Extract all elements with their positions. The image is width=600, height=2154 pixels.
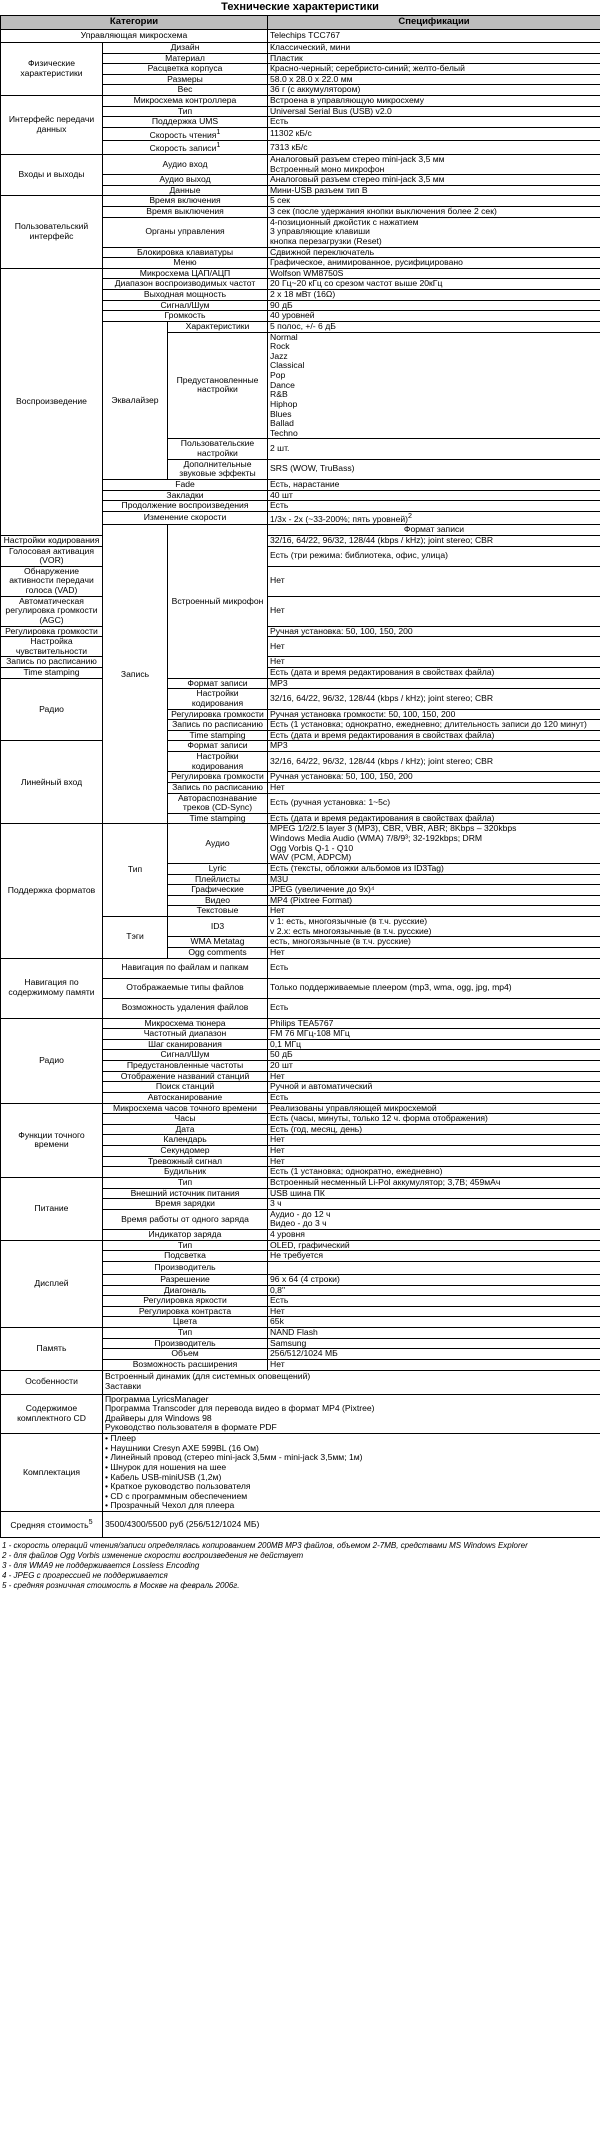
row-label: Отображаемые типы файлов xyxy=(103,978,268,998)
row-label: Формат записи xyxy=(168,741,268,752)
row-value: Есть xyxy=(268,1092,600,1103)
cat-power: Питание xyxy=(1,1177,103,1240)
value-line: Аудио - до 12 ч xyxy=(270,1209,331,1219)
row-label: Будильник xyxy=(103,1167,268,1178)
row-label: Поддержка UMS xyxy=(103,117,268,128)
row-value: Нет xyxy=(268,947,600,958)
cat-bundle: Комплектация xyxy=(1,1434,103,1512)
row-value: 96 x 64 (4 строки) xyxy=(268,1274,600,1285)
row-label: Тип xyxy=(103,1240,268,1251)
row-value: 7313 кБ/с xyxy=(268,141,600,154)
row-value: Ручной и автоматический xyxy=(268,1082,600,1093)
footnote-ref: 5 xyxy=(88,1518,93,1527)
row-value: Есть xyxy=(268,1296,600,1307)
row-label: Time stamping xyxy=(168,730,268,741)
row-value: M3U xyxy=(268,874,600,885)
row-label: Тип xyxy=(103,1177,268,1188)
list-item: R&B xyxy=(270,389,288,400)
row-value: 50 дБ xyxy=(268,1050,600,1061)
row-label: Видео xyxy=(168,895,268,906)
row-value: Нет xyxy=(268,1135,600,1146)
row-value: 90 дБ xyxy=(268,300,600,311)
row-label: Расцветка корпуса xyxy=(103,64,268,75)
row-label: Предустановленные частоты xyxy=(103,1061,268,1072)
row-label: Вес xyxy=(103,85,268,96)
row-value: Классический, мини xyxy=(268,42,600,53)
row-label: Дополнительные звуковые эффекты xyxy=(168,459,268,479)
list-item: • Прозрачный Чехол для плеера xyxy=(105,1500,235,1511)
row-label: Отображение названий станций xyxy=(103,1071,268,1082)
row-label: Настройки кодирования xyxy=(168,752,268,772)
value-line: Встроенный динамик (для системных оповещений) xyxy=(105,1371,311,1382)
row-value: Есть xyxy=(268,117,600,128)
row-label: Регулировка громкости xyxy=(1,626,103,637)
row-label: Обнаружение активности передачи голоса (VAD) xyxy=(1,566,103,596)
footnote: 5 - средняя розничная стоимость в Москве на февраль 2006г. xyxy=(2,1580,240,1590)
row-label: Аудио вход xyxy=(103,154,268,174)
row-value: Нет xyxy=(268,1156,600,1167)
row-label: Регулировка яркости xyxy=(103,1296,268,1307)
cat-playback: Воспроизведение xyxy=(1,268,103,535)
row-label: Дата xyxy=(103,1124,268,1135)
row-label: Производитель xyxy=(103,1338,268,1349)
row-value: 2 x 18 мВт (16Ω) xyxy=(268,290,600,301)
row-label: Время работы от одного заряда xyxy=(103,1209,268,1229)
row-value: 4 уровня xyxy=(268,1230,600,1241)
row-value: 11302 кБ/с xyxy=(268,127,600,140)
row-label: Автоматическая регулировка громкости (AGC) xyxy=(1,596,103,626)
row-label: Тревожный сигнал xyxy=(103,1156,268,1167)
write-speed-label: Скорость записи xyxy=(149,143,217,154)
row-value: 36 г (с аккумулятором) xyxy=(268,85,600,96)
row-label xyxy=(103,141,268,154)
footnote: 4 - JPEG с прогрессией не поддерживается xyxy=(2,1570,168,1580)
cat-display: Дисплей xyxy=(1,1240,103,1327)
row-label: Органы управления xyxy=(103,217,268,247)
spec-table xyxy=(0,15,600,1538)
list-item: Normal xyxy=(270,332,298,342)
cat-clock: Функции точного времени xyxy=(1,1103,103,1177)
row-label: ID3 xyxy=(168,917,268,937)
row-label: Микросхема ЦАП/АЦП xyxy=(103,268,268,279)
row-label: Производитель xyxy=(103,1261,268,1274)
row-label xyxy=(103,127,268,140)
row-label: Микросхема контроллера xyxy=(103,96,268,107)
cat-data-interface: Интерфейс передачи данных xyxy=(1,96,103,155)
row-label: Сигнал/Шум xyxy=(103,1050,268,1061)
row-value: 40 шт xyxy=(268,490,600,501)
row-value: NAND Flash xyxy=(268,1328,600,1339)
row-value: Есть xyxy=(268,998,600,1018)
row-label: Голосовая активация (VOR) xyxy=(1,546,103,566)
value-line: Windows Media Audio (WMA) 7/8/9³; 32-192kbps; DRM xyxy=(270,833,483,844)
price-label: Средняя стоимость xyxy=(10,1520,89,1531)
value-line: v 2.x: есть многоязычные (в т.ч. русские) xyxy=(270,925,432,936)
cat-memory: Память xyxy=(1,1328,103,1371)
row-label: Формат записи xyxy=(168,678,268,689)
row-value: есть, многоязычные (в т.ч. русские) xyxy=(268,937,600,948)
row-label: Частотный диапазон xyxy=(103,1029,268,1040)
list-item: • Линейный провод (стерео mini-jack 3,5мм - mini-jack 3,5мм; 1м) xyxy=(105,1452,363,1463)
row-value: Есть (дата и время редактирования в свойствах файла) xyxy=(268,813,600,824)
value-line: 4-позиционный джойстик с нажатием xyxy=(270,217,419,227)
footnote: 2 - для файлов Ogg Vorbis изменение скорости воспроизведения не действует xyxy=(2,1550,304,1560)
row-value: 65k xyxy=(268,1317,600,1328)
row-value: Аналоговый разъем стерео mini-jack 3,5 мм xyxy=(268,175,600,186)
table-header xyxy=(1,16,600,30)
cat-navigation: Навигация по содержимому памяти xyxy=(1,958,103,1018)
row-value: Есть (дата и время редактирования в свойствах файла) xyxy=(268,730,600,741)
row-value: Нет xyxy=(268,1146,600,1157)
row-label: Индикатор заряда xyxy=(103,1230,268,1241)
mcu-value: Telechips TCC767 xyxy=(268,29,600,42)
row-label: Time stamping xyxy=(1,668,103,679)
row-value: Нет xyxy=(268,782,600,793)
row-label: Сигнал/Шум xyxy=(103,300,268,311)
list-item: Jazz xyxy=(270,350,288,361)
row-value: 256/512/1024 МБ xyxy=(268,1349,600,1360)
row-label: Fade xyxy=(103,479,268,490)
row-value: 20 шт xyxy=(268,1061,600,1072)
value-line: Руководство пользователя в формате PDF xyxy=(105,1422,277,1433)
list-item: Ballad xyxy=(270,418,294,429)
row-value: Графическое, анимированное, русифицировано xyxy=(268,258,600,269)
row-value: Встроенный несменный Li-Pol аккумулятор; 3,7В; 459мАч xyxy=(268,1177,600,1188)
row-value: 40 уровней xyxy=(268,311,600,322)
row-label: Плейлисты xyxy=(168,874,268,885)
row-value: Wolfson WM8750S xyxy=(268,268,600,279)
row-label: Ogg comments xyxy=(168,947,268,958)
record-radio-label: Радио xyxy=(1,678,103,741)
row-label: Тип xyxy=(103,1328,268,1339)
row-value: USB шина ПК xyxy=(268,1188,600,1199)
row-label: Шаг сканирования xyxy=(103,1039,268,1050)
row-label: Текстовые xyxy=(168,906,268,917)
cat-physical: Физические характеристики xyxy=(1,42,103,95)
row-value xyxy=(268,917,600,937)
row-label: Время выключения xyxy=(103,207,268,218)
row-value: Не требуется xyxy=(268,1251,600,1262)
row-label: Блокировка клавиатуры xyxy=(103,247,268,258)
row-value xyxy=(268,154,600,174)
row-label: Настройки кодирования xyxy=(168,689,268,709)
row-value: Есть (дата и время редактирования в свойствах файла) xyxy=(268,668,600,679)
footnotes xyxy=(0,1538,600,1591)
value-line: Заставки xyxy=(105,1381,142,1392)
value-line: Программа LyricsManager xyxy=(105,1394,209,1404)
row-value: Нет xyxy=(268,906,600,917)
row-label: Размеры xyxy=(103,74,268,85)
header-spec: Спецификации xyxy=(268,16,600,30)
cat-radio: Радио xyxy=(1,1018,103,1103)
list-item: Blues xyxy=(270,408,292,419)
row-label: Материал xyxy=(103,53,268,64)
row-value: Встроена в управляющую микросхему xyxy=(268,96,600,107)
row-value: Philips TEA5767 xyxy=(268,1018,600,1029)
row-label: Графические xyxy=(168,885,268,896)
row-value xyxy=(268,217,600,247)
row-value: Есть, нарастание xyxy=(268,479,600,490)
row-label: Пользовательские настройки xyxy=(168,439,268,459)
list-item: • Краткое руководство пользователя xyxy=(105,1481,251,1492)
row-label: Цвета xyxy=(103,1317,268,1328)
row-value: SRS (WOW, TruBass) xyxy=(268,459,600,479)
row-label: Настройка чувствительности xyxy=(1,637,103,657)
row-label: Тип xyxy=(103,106,268,117)
row-value: Нет xyxy=(268,657,600,668)
list-item: Rock xyxy=(270,341,290,352)
row-value: OLED, графический xyxy=(268,1240,600,1251)
mcu-label: Управляющая микросхема xyxy=(1,29,268,42)
row-label: Регулировка контраста xyxy=(103,1306,268,1317)
row-label: Автораспознавание треков (CD-Sync) xyxy=(168,793,268,813)
value-line: WAV (PCM, ADPCM) xyxy=(270,852,352,863)
record-mic-label: Встроенный микрофон xyxy=(168,525,268,678)
value-line: v 1: есть, многоязычные (в т.ч. русские) xyxy=(270,916,428,927)
row-label: Внешний источник питания xyxy=(103,1188,268,1199)
footnote: 3 - для WMA9 не поддерживается Lossless Encoding xyxy=(2,1560,200,1570)
list-item: Classical xyxy=(270,360,305,371)
row-label: Время включения xyxy=(103,196,268,207)
row-label: Микросхема часов точного времени xyxy=(103,1103,268,1114)
row-label: Микросхема тюнера xyxy=(103,1018,268,1029)
row-label: Секундомер xyxy=(103,1146,268,1157)
row-label: Изменение скорости xyxy=(103,511,268,524)
row-value: 3 сек (после удержания кнопки выключения более 2 сек) xyxy=(268,207,600,218)
row-label: Запись по расписанию xyxy=(168,720,268,731)
row-value: Мини-USB разъем тип B xyxy=(268,185,600,196)
row-value: MP3 xyxy=(268,678,600,689)
equalizer-label: Эквалайзер xyxy=(103,321,168,479)
cat-record: Запись xyxy=(103,525,168,824)
row-value: 2 шт. xyxy=(268,439,600,459)
row-value: Красно-черный; серебристо-синий; желто-белый xyxy=(268,64,600,75)
row-label: Громкость xyxy=(103,311,268,322)
row-value: Есть (ручная установка: 1~5с) xyxy=(268,793,600,813)
row-value: Ручная установка громкости: 50, 100, 150, 200 xyxy=(268,709,600,720)
row-label: Формат записи xyxy=(268,525,600,536)
row-value: Нет xyxy=(268,1306,600,1317)
row-value: Samsung xyxy=(268,1338,600,1349)
price-value: 3500/4300/5500 руб (256/512/1024 МБ) xyxy=(103,1512,600,1538)
row-value: Есть (год, месяц, день) xyxy=(268,1124,600,1135)
list-item: • Наушники Cresyn AXE 599BL (16 Ом) xyxy=(105,1442,259,1453)
value-line: Аналоговый разъем стерео mini-jack 3,5 мм xyxy=(270,154,445,164)
value-line: кнопка перезагрузки (Reset) xyxy=(270,235,382,246)
row-value: 3 ч xyxy=(268,1199,600,1210)
row-value xyxy=(268,511,600,524)
footnote-ref: 1 xyxy=(216,141,221,150)
row-value: Universal Serial Bus (USB) v2.0 xyxy=(268,106,600,117)
row-label: Настройки кодирования xyxy=(1,535,103,546)
row-value: FM 76 МГц-108 МГц xyxy=(268,1029,600,1040)
row-value: Есть xyxy=(268,958,600,978)
row-value: 0,1 МГц xyxy=(268,1039,600,1050)
speed-value: 1/3х - 2х (~33-200%; пять уровней) xyxy=(270,513,409,524)
row-label: Календарь xyxy=(103,1135,268,1146)
row-value: Есть (часы, минуты, только 12 ч. форма отображения) xyxy=(268,1114,600,1125)
row-value: 20 Гц~20 кГц со срезом частот выше 20кГц xyxy=(268,279,600,290)
row-label: Время зарядки xyxy=(103,1199,268,1210)
row-label: Данные xyxy=(103,185,268,196)
row-label: Дизайн xyxy=(103,42,268,53)
row-value: 58.0 x 28.0 x 22.0 мм xyxy=(268,74,600,85)
row-label: Запись по расписанию xyxy=(1,657,103,668)
row-value xyxy=(268,1261,600,1274)
row-label: Регулировка громкости xyxy=(168,772,268,783)
features-value xyxy=(103,1370,600,1394)
footnote-ref: 2 xyxy=(408,511,413,520)
list-item: • Шнурок для ношения на шее xyxy=(105,1461,227,1472)
row-value: 5 полос, +/- 6 дБ xyxy=(268,321,600,332)
formats-tags-label: Тэги xyxy=(103,917,168,959)
cat-features: Особенности xyxy=(1,1370,103,1394)
row-value: MP4 (Pixtree Format) xyxy=(268,895,600,906)
row-label: Предустановленные настройки xyxy=(168,332,268,439)
value-line: Видео - до 3 ч xyxy=(270,1218,327,1229)
row-value: Сдвижной переключатель xyxy=(268,247,600,258)
row-value: JPEG (увеличение до 9х)⁴ xyxy=(268,885,600,896)
row-label: Разрешение xyxy=(103,1274,268,1285)
row-value: 0,8" xyxy=(268,1285,600,1296)
cat-price xyxy=(1,1512,103,1538)
row-value: Есть (тексты, обложки альбомов из ID3Tag) xyxy=(268,863,600,874)
row-value: Нет xyxy=(268,566,600,596)
row-value: Нет xyxy=(268,1359,600,1370)
row-label: Диапазон воспроизводимых частот xyxy=(103,279,268,290)
row-label: Продолжение воспроизведения xyxy=(103,501,268,512)
bundle-value xyxy=(103,1434,600,1512)
footnote-ref: 1 xyxy=(216,127,221,136)
row-value: Ручная установка: 50, 100, 150, 200 xyxy=(268,626,600,637)
row-value: Есть (1 установка; однократно, ежедневно) xyxy=(268,1167,600,1178)
row-label: Часы xyxy=(103,1114,268,1125)
row-label: WMA Metatag xyxy=(168,937,268,948)
row-value: Ручная установка: 50, 100, 150, 200 xyxy=(268,772,600,783)
value-line: Ogg Vorbis Q-1 - Q10 xyxy=(270,842,354,853)
list-item: Techno xyxy=(270,427,298,438)
row-label: Возможность расширения xyxy=(103,1359,268,1370)
row-value: Только поддерживаемые плеером (mp3, wma, ogg, jpg, mp4) xyxy=(268,978,600,998)
row-label: Аудио выход xyxy=(103,175,268,186)
list-item: Hiphop xyxy=(270,398,298,409)
row-value: Есть xyxy=(268,501,600,512)
row-value: Есть (1 установка; однократно, ежедневно; длительность записи до 120 минут) xyxy=(268,720,600,731)
row-value xyxy=(268,1209,600,1229)
row-label: Запись по расписанию xyxy=(168,782,268,793)
eq-presets-list xyxy=(268,332,600,439)
row-label: Автосканирование xyxy=(103,1092,268,1103)
row-label: Меню xyxy=(103,258,268,269)
cd-contents-value xyxy=(103,1394,600,1434)
row-label: Подсветка xyxy=(103,1251,268,1262)
record-line-label: Линейный вход xyxy=(1,741,103,824)
cat-cd-contents: Содержимое комплектного CD xyxy=(1,1394,103,1434)
value-line: 3 управляющие клавиши xyxy=(270,226,370,237)
footnote: 1 - скорость операций чтения/записи определялась копированием 200MB MP3 файлов, объемом 2-7MB, средствами MS Windows Explorer xyxy=(2,1541,528,1551)
value-line: Драйверы для Windows 98 xyxy=(105,1412,212,1423)
row-label: Выходная мощность xyxy=(103,290,268,301)
row-value: 32/16, 64/22, 96/32, 128/44 (kbps / kHz); joint stereo; CBR xyxy=(268,535,600,546)
row-label: Объем xyxy=(103,1349,268,1360)
row-label: Аудио xyxy=(168,824,268,864)
row-value: Пластик xyxy=(268,53,600,64)
cat-formats: Поддержка форматов xyxy=(1,824,103,958)
row-value xyxy=(268,824,600,864)
row-label: Навигация по файлам и папкам xyxy=(103,958,268,978)
row-value: Нет xyxy=(268,596,600,626)
cat-io: Входы и выходы xyxy=(1,154,103,196)
row-label: Поиск станций xyxy=(103,1082,268,1093)
value-line: Программа Transcoder для перевода видео в формат MP4 (Pixtree) xyxy=(105,1403,375,1414)
row-value: MP3 xyxy=(268,741,600,752)
value-line: Встроенный моно микрофон xyxy=(270,163,385,174)
row-value: 32/16, 64/22, 96/32, 128/44 (kbps / kHz); joint stereo; CBR xyxy=(268,689,600,709)
row-value: 32/16, 64/22, 96/32, 128/44 (kbps / kHz); joint stereo; CBR xyxy=(268,752,600,772)
row-value: Нет xyxy=(268,1071,600,1082)
list-item: • CD с программным обеспечением xyxy=(105,1490,248,1501)
formats-type-label: Тип xyxy=(103,824,168,917)
row-value: Нет xyxy=(268,637,600,657)
read-speed-label: Скорость чтения xyxy=(149,129,217,140)
row-label: Диагональ xyxy=(103,1285,268,1296)
row-label: Time stamping xyxy=(168,813,268,824)
row-label: Lyric xyxy=(168,863,268,874)
list-item: Pop xyxy=(270,370,286,381)
row-label: Характеристики xyxy=(168,321,268,332)
row-value: Реализованы управляющей микросхемой xyxy=(268,1103,600,1114)
list-item: Dance xyxy=(270,379,295,390)
row-label: Возможность удаления файлов xyxy=(103,998,268,1018)
row-label: Регулировка громкости xyxy=(168,709,268,720)
page-title: Технические характеристики xyxy=(221,1,379,13)
row-label: Закладки xyxy=(103,490,268,501)
header-category: Категории xyxy=(1,16,268,30)
list-item: • Кабель USB-miniUSB (1,2м) xyxy=(105,1471,222,1482)
row-value: 5 сек xyxy=(268,196,600,207)
list-item: • Плеер xyxy=(105,1433,136,1444)
row-value: Есть (три режима: библиотека, офис, улица) xyxy=(268,546,600,566)
value-line: MPEG 1/2/2.5 layer 3 (MP3), CBR, VBR, ABR; 8Kbps – 320kbps xyxy=(270,823,517,834)
cat-user-interface: Пользовательский интерфейс xyxy=(1,196,103,268)
